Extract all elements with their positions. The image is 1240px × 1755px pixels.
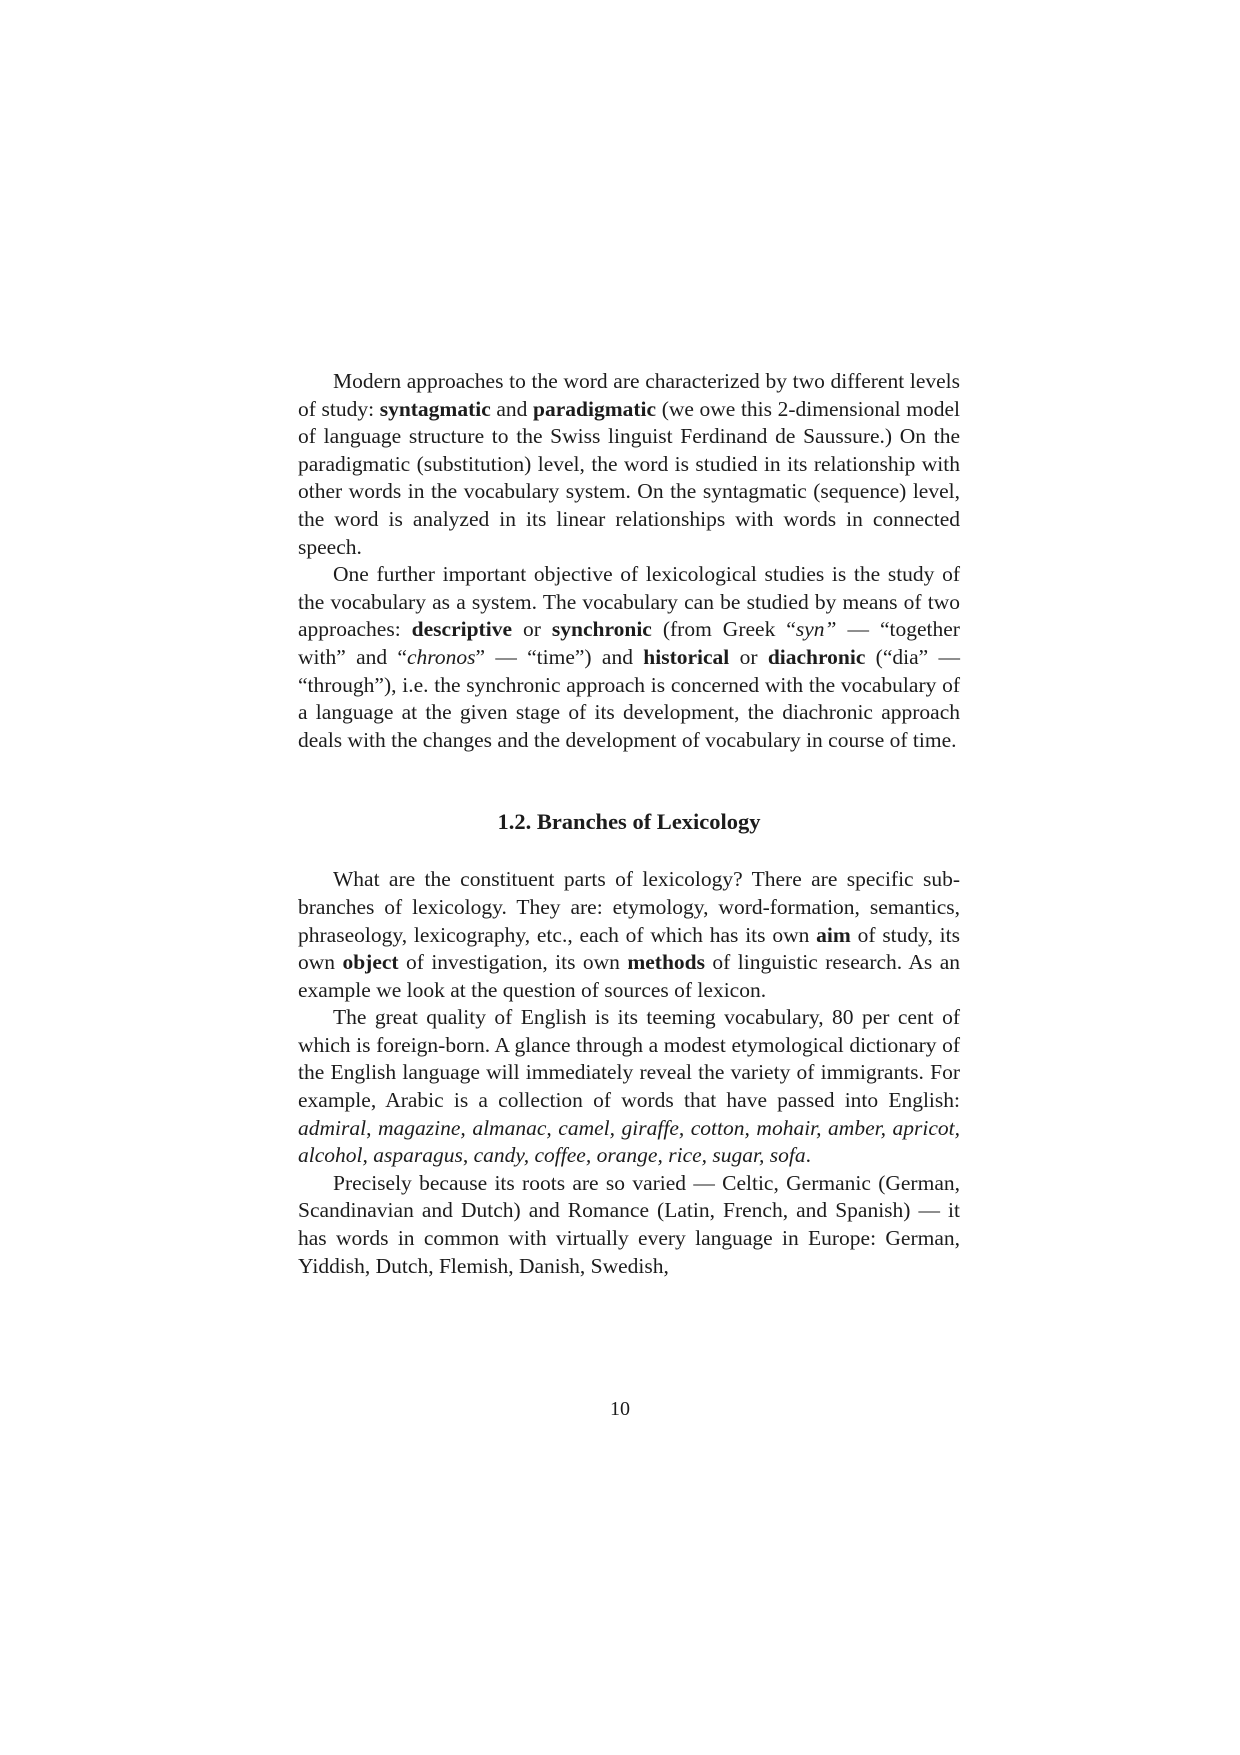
text-run: One further important objective of lexicological studies is the study of the vocabulary as a system. The vocabulary can be studied by means of two approaches: <box>298 562 960 642</box>
bold-term: historical <box>643 644 730 669</box>
text-run: or <box>511 617 552 642</box>
text-run: of linguistic research. As an example we look at the question of sources of lexicon. <box>298 950 961 1002</box>
text-run: . <box>805 1143 811 1168</box>
bold-term: diachronic <box>767 644 866 669</box>
bold-term: descriptive <box>411 617 512 642</box>
bold-term: object <box>342 950 399 975</box>
page-body <box>298 368 960 1280</box>
italic-term: candy, coffee, orange, rice, sugar, sofa <box>473 1143 806 1168</box>
paragraph-constituent-parts <box>298 866 960 1004</box>
text-run: , <box>462 1143 474 1168</box>
text-run: and <box>490 396 534 421</box>
bold-term: syntagmatic <box>379 396 491 421</box>
text-run: or <box>729 644 768 669</box>
text-run: of investigation, its own <box>398 950 628 975</box>
text-run: Modern approaches to the word are characterized by two different levels of study: <box>298 369 960 421</box>
text-run: (from Greek “ <box>651 617 796 642</box>
text-run: What are the constituent parts of lexicology? There are specific sub-branches of lexicology. They are: etymology, word-formation, semantics, phraseology, lexicography, etc., each of which has its own <box>298 867 960 947</box>
text-run: The great quality of English is its teeming vocabulary, 80 per cent of which is foreign-born. A glance through a modest etymological dictionary of the English language will immediately reveal the variety of immigrants. For example, Arabic is a collection of words that have passed into English: <box>298 1005 960 1113</box>
italic-term: magazine, almanac, camel, giraffe, cotton, mohair, amber, apricot, alcohol, asparagus <box>298 1115 960 1168</box>
bold-term: methods <box>627 950 706 975</box>
italic-term: syn” <box>795 617 837 642</box>
text-run: (we owe this 2-dimensional model of language structure to the Swiss linguist Ferdinand de Saussure.) On the paradigmatic (substitution) level, the word is studied in its relationship with other words in the vocabulary system. On the syntagmatic (sequence) level, the word is analyzed in its linear relationships with words in connected speech. <box>298 396 960 559</box>
text-run: — “together with” and “ <box>298 617 960 669</box>
text-run: Precisely because its roots are so varied — Celtic, Germanic (German, Scandinavian and Dutch) and Romance (Latin, French, and Spanish) — it has words in common with virtually every language in Europe: German, Yiddish, Dutch, Flemish, Danish, Swedish, <box>298 1170 960 1278</box>
paragraph-vocabulary-system <box>298 561 960 754</box>
paragraph-approaches <box>298 368 960 561</box>
bold-term: paradigmatic <box>533 396 657 421</box>
text-run: , <box>366 1115 379 1140</box>
italic-term: admiral <box>298 1115 367 1140</box>
bold-term: aim <box>816 922 851 947</box>
text-run: (“dia” — “through”), i.e. the synchronic approach is concerned with the vocabulary of a language at the given stage of its development, the diachronic approach deals with the changes and the development of vocabulary in course of time. <box>298 644 961 752</box>
text-run: ” — “time”) and <box>475 644 644 669</box>
section-heading: 1.2. Branches of Lexicology <box>497 809 761 835</box>
paragraph-varied-roots <box>298 1170 960 1280</box>
bold-term: synchronic <box>551 617 652 642</box>
italic-term: chronos <box>406 644 476 669</box>
text-run: of study, its own <box>298 922 960 975</box>
page-number: 10 <box>610 1398 630 1420</box>
paragraph-teeming-vocabulary <box>298 1004 960 1170</box>
